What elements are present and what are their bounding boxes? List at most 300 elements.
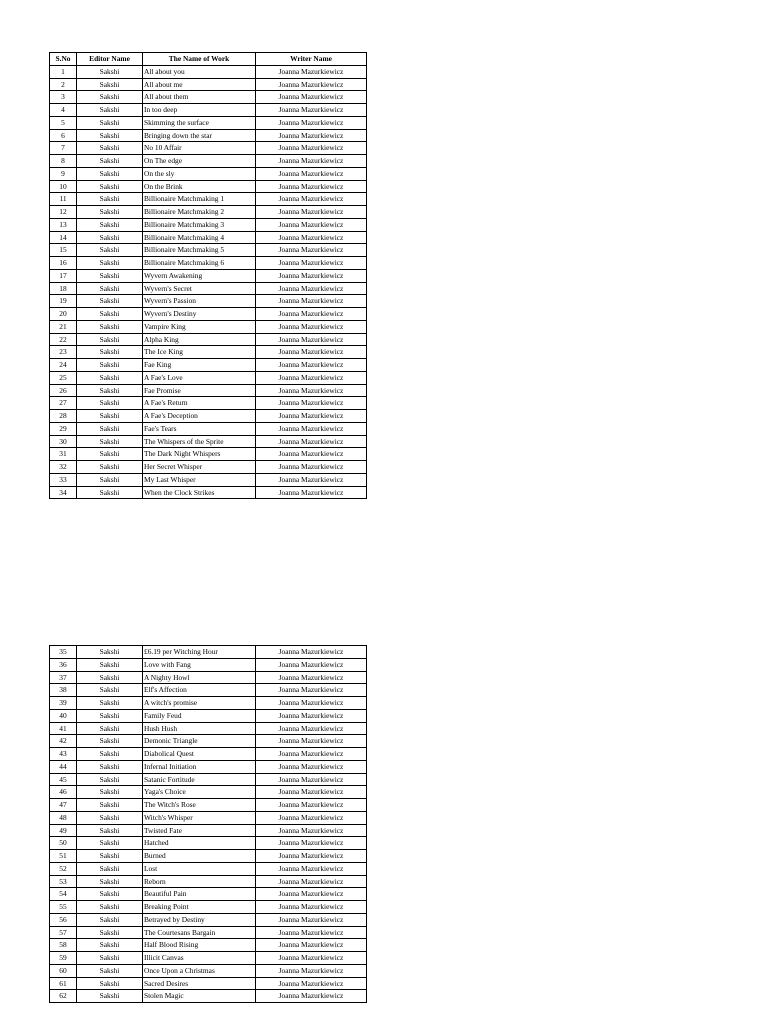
cell-writer-name: Joanna Mazurkiewicz: [256, 697, 367, 710]
table-row: [50, 773, 367, 786]
cell-sno: 54: [50, 888, 77, 901]
cell-name-of-work: Wyvern's Passion: [143, 295, 256, 308]
cell-writer-name: Joanna Mazurkiewicz: [256, 977, 367, 990]
cell-writer-name: Joanna Mazurkiewicz: [256, 244, 367, 257]
cell-writer-name: Joanna Mazurkiewicz: [256, 684, 367, 697]
cell-writer-name: Joanna Mazurkiewicz: [256, 142, 367, 155]
cell-name-of-work: Sacred Desires: [143, 977, 256, 990]
cell-sno: 53: [50, 875, 77, 888]
cell-name-of-work: Billionaire Matchmaking 1: [143, 193, 256, 206]
cell-sno: 51: [50, 850, 77, 863]
cell-writer-name: Joanna Mazurkiewicz: [256, 180, 367, 193]
cell-writer-name: Joanna Mazurkiewicz: [256, 748, 367, 761]
cell-name-of-work: Fae Promise: [143, 384, 256, 397]
cell-editor-name: Sakshi: [77, 346, 143, 359]
table-row: [50, 786, 367, 799]
cell-editor-name: Sakshi: [77, 875, 143, 888]
cell-name-of-work: A Fae's Love: [143, 371, 256, 384]
cell-editor-name: Sakshi: [77, 206, 143, 219]
cell-writer-name: Joanna Mazurkiewicz: [256, 346, 367, 359]
cell-writer-name: Joanna Mazurkiewicz: [256, 964, 367, 977]
cell-writer-name: Joanna Mazurkiewicz: [256, 422, 367, 435]
table-row: [50, 709, 367, 722]
table-row: [50, 684, 367, 697]
cell-sno: 52: [50, 862, 77, 875]
cell-name-of-work: A Fae's Return: [143, 397, 256, 410]
table-row: [50, 697, 367, 710]
cell-sno: 40: [50, 709, 77, 722]
table-row: [50, 91, 367, 104]
cell-name-of-work: All about them: [143, 91, 256, 104]
cell-editor-name: Sakshi: [77, 952, 143, 965]
cell-writer-name: Joanna Mazurkiewicz: [256, 888, 367, 901]
header-sno: S.No: [50, 53, 77, 66]
cell-writer-name: Joanna Mazurkiewicz: [256, 257, 367, 270]
works-table-page-2: [49, 645, 367, 1003]
cell-sno: 39: [50, 697, 77, 710]
cell-writer-name: Joanna Mazurkiewicz: [256, 359, 367, 372]
cell-sno: 12: [50, 206, 77, 219]
cell-name-of-work: Breaking Point: [143, 901, 256, 914]
cell-name-of-work: Lost: [143, 862, 256, 875]
cell-writer-name: Joanna Mazurkiewicz: [256, 824, 367, 837]
cell-sno: 19: [50, 295, 77, 308]
cell-name-of-work: Billionaire Matchmaking 6: [143, 257, 256, 270]
table-row: [50, 333, 367, 346]
cell-editor-name: Sakshi: [77, 91, 143, 104]
cell-writer-name: Joanna Mazurkiewicz: [256, 320, 367, 333]
cell-editor-name: Sakshi: [77, 218, 143, 231]
table-row: [50, 824, 367, 837]
cell-editor-name: Sakshi: [77, 850, 143, 863]
cell-writer-name: Joanna Mazurkiewicz: [256, 658, 367, 671]
cell-name-of-work: The Dark Night Whispers: [143, 448, 256, 461]
cell-sno: 2: [50, 78, 77, 91]
cell-sno: 37: [50, 671, 77, 684]
cell-name-of-work: Billionaire Matchmaking 4: [143, 231, 256, 244]
table-row: [50, 308, 367, 321]
table-row: [50, 735, 367, 748]
cell-name-of-work: Her Secret Whisper: [143, 461, 256, 474]
cell-sno: 41: [50, 722, 77, 735]
cell-name-of-work: Twisted Fate: [143, 824, 256, 837]
cell-name-of-work: Diabolical Quest: [143, 748, 256, 761]
cell-sno: 57: [50, 926, 77, 939]
cell-name-of-work: The Ice King: [143, 346, 256, 359]
cell-editor-name: Sakshi: [77, 231, 143, 244]
cell-name-of-work: £6.19 per Witching Hour: [143, 646, 256, 659]
cell-writer-name: Joanna Mazurkiewicz: [256, 155, 367, 168]
cell-name-of-work: All about me: [143, 78, 256, 91]
cell-name-of-work: Hush Hush: [143, 722, 256, 735]
cell-name-of-work: Beautiful Pain: [143, 888, 256, 901]
cell-editor-name: Sakshi: [77, 786, 143, 799]
cell-sno: 61: [50, 977, 77, 990]
cell-name-of-work: Reborn: [143, 875, 256, 888]
cell-writer-name: Joanna Mazurkiewicz: [256, 850, 367, 863]
cell-writer-name: Joanna Mazurkiewicz: [256, 671, 367, 684]
cell-writer-name: Joanna Mazurkiewicz: [256, 65, 367, 78]
cell-sno: 45: [50, 773, 77, 786]
cell-writer-name: Joanna Mazurkiewicz: [256, 837, 367, 850]
header-editor-name: Editor Name: [77, 53, 143, 66]
cell-sno: 22: [50, 333, 77, 346]
cell-editor-name: Sakshi: [77, 888, 143, 901]
cell-name-of-work: Billionaire Matchmaking 3: [143, 218, 256, 231]
table-header-row: [50, 53, 367, 66]
cell-writer-name: Joanna Mazurkiewicz: [256, 952, 367, 965]
cell-editor-name: Sakshi: [77, 180, 143, 193]
table-row: [50, 282, 367, 295]
cell-sno: 50: [50, 837, 77, 850]
cell-sno: 62: [50, 990, 77, 1003]
cell-editor-name: Sakshi: [77, 295, 143, 308]
table-row: [50, 422, 367, 435]
cell-editor-name: Sakshi: [77, 939, 143, 952]
cell-editor-name: Sakshi: [77, 410, 143, 423]
cell-sno: 34: [50, 486, 77, 499]
cell-writer-name: Joanna Mazurkiewicz: [256, 709, 367, 722]
cell-name-of-work: Bringing down the star: [143, 129, 256, 142]
cell-editor-name: Sakshi: [77, 824, 143, 837]
cell-sno: 31: [50, 448, 77, 461]
cell-name-of-work: All about you: [143, 65, 256, 78]
table-row: [50, 167, 367, 180]
cell-sno: 13: [50, 218, 77, 231]
cell-sno: 18: [50, 282, 77, 295]
cell-sno: 32: [50, 461, 77, 474]
cell-writer-name: Joanna Mazurkiewicz: [256, 939, 367, 952]
cell-writer-name: Joanna Mazurkiewicz: [256, 218, 367, 231]
table-body-page-2: [50, 646, 367, 1003]
cell-editor-name: Sakshi: [77, 371, 143, 384]
cell-editor-name: Sakshi: [77, 78, 143, 91]
cell-writer-name: Joanna Mazurkiewicz: [256, 231, 367, 244]
cell-name-of-work: Billionaire Matchmaking 5: [143, 244, 256, 257]
cell-writer-name: Joanna Mazurkiewicz: [256, 435, 367, 448]
table-row: [50, 952, 367, 965]
table-row: [50, 964, 367, 977]
cell-editor-name: Sakshi: [77, 269, 143, 282]
cell-editor-name: Sakshi: [77, 333, 143, 346]
cell-editor-name: Sakshi: [77, 308, 143, 321]
table-row: [50, 295, 367, 308]
cell-editor-name: Sakshi: [77, 799, 143, 812]
cell-name-of-work: A Nighty Howl: [143, 671, 256, 684]
cell-writer-name: Joanna Mazurkiewicz: [256, 384, 367, 397]
table-row: [50, 760, 367, 773]
table-row: [50, 799, 367, 812]
cell-sno: 5: [50, 116, 77, 129]
table-row: [50, 990, 367, 1003]
cell-writer-name: Joanna Mazurkiewicz: [256, 269, 367, 282]
cell-name-of-work: Wyvern's Destiny: [143, 308, 256, 321]
header-writer-name: Writer Name: [256, 53, 367, 66]
table-row: [50, 346, 367, 359]
cell-name-of-work: The Witch's Rose: [143, 799, 256, 812]
cell-sno: 28: [50, 410, 77, 423]
table-row: [50, 939, 367, 952]
cell-name-of-work: Love with Fang: [143, 658, 256, 671]
cell-editor-name: Sakshi: [77, 684, 143, 697]
cell-writer-name: Joanna Mazurkiewicz: [256, 167, 367, 180]
cell-name-of-work: The Whispers of the Sprite: [143, 435, 256, 448]
cell-editor-name: Sakshi: [77, 384, 143, 397]
table-row: [50, 359, 367, 372]
table-row: [50, 384, 367, 397]
table-row: [50, 901, 367, 914]
cell-name-of-work: Hatched: [143, 837, 256, 850]
cell-editor-name: Sakshi: [77, 129, 143, 142]
cell-writer-name: Joanna Mazurkiewicz: [256, 461, 367, 474]
cell-editor-name: Sakshi: [77, 461, 143, 474]
cell-name-of-work: Billionaire Matchmaking 2: [143, 206, 256, 219]
cell-editor-name: Sakshi: [77, 862, 143, 875]
cell-sno: 44: [50, 760, 77, 773]
cell-name-of-work: Family Feud: [143, 709, 256, 722]
table-row: [50, 926, 367, 939]
table-row: [50, 65, 367, 78]
cell-writer-name: Joanna Mazurkiewicz: [256, 371, 367, 384]
cell-editor-name: Sakshi: [77, 748, 143, 761]
cell-writer-name: Joanna Mazurkiewicz: [256, 193, 367, 206]
cell-editor-name: Sakshi: [77, 926, 143, 939]
cell-name-of-work: Betrayed by Destiny: [143, 913, 256, 926]
cell-sno: 46: [50, 786, 77, 799]
cell-sno: 23: [50, 346, 77, 359]
cell-writer-name: Joanna Mazurkiewicz: [256, 646, 367, 659]
cell-writer-name: Joanna Mazurkiewicz: [256, 799, 367, 812]
table-row: [50, 78, 367, 91]
cell-editor-name: Sakshi: [77, 167, 143, 180]
cell-editor-name: Sakshi: [77, 320, 143, 333]
table-row: [50, 977, 367, 990]
cell-writer-name: Joanna Mazurkiewicz: [256, 735, 367, 748]
cell-sno: 25: [50, 371, 77, 384]
cell-writer-name: Joanna Mazurkiewicz: [256, 926, 367, 939]
cell-editor-name: Sakshi: [77, 435, 143, 448]
cell-editor-name: Sakshi: [77, 193, 143, 206]
cell-editor-name: Sakshi: [77, 773, 143, 786]
cell-writer-name: Joanna Mazurkiewicz: [256, 990, 367, 1003]
cell-name-of-work: Alpha King: [143, 333, 256, 346]
cell-name-of-work: Fae's Tears: [143, 422, 256, 435]
table-row: [50, 116, 367, 129]
cell-sno: 36: [50, 658, 77, 671]
cell-editor-name: Sakshi: [77, 658, 143, 671]
cell-name-of-work: When the Clock Strikes: [143, 486, 256, 499]
cell-name-of-work: On the sly: [143, 167, 256, 180]
cell-writer-name: Joanna Mazurkiewicz: [256, 875, 367, 888]
table-row: [50, 257, 367, 270]
cell-name-of-work: A Fae's Deception: [143, 410, 256, 423]
cell-editor-name: Sakshi: [77, 359, 143, 372]
cell-sno: 3: [50, 91, 77, 104]
cell-writer-name: Joanna Mazurkiewicz: [256, 129, 367, 142]
cell-name-of-work: Infernal Initiation: [143, 760, 256, 773]
cell-name-of-work: On the Brink: [143, 180, 256, 193]
table-row: [50, 862, 367, 875]
cell-sno: 47: [50, 799, 77, 812]
table-row: [50, 206, 367, 219]
cell-sno: 42: [50, 735, 77, 748]
cell-writer-name: Joanna Mazurkiewicz: [256, 913, 367, 926]
cell-sno: 29: [50, 422, 77, 435]
table-row: [50, 129, 367, 142]
cell-editor-name: Sakshi: [77, 397, 143, 410]
cell-writer-name: Joanna Mazurkiewicz: [256, 397, 367, 410]
cell-writer-name: Joanna Mazurkiewicz: [256, 486, 367, 499]
cell-editor-name: Sakshi: [77, 735, 143, 748]
table-row: [50, 104, 367, 117]
table-row: [50, 837, 367, 850]
cell-sno: 24: [50, 359, 77, 372]
cell-sno: 16: [50, 257, 77, 270]
cell-name-of-work: Vampire King: [143, 320, 256, 333]
cell-writer-name: Joanna Mazurkiewicz: [256, 722, 367, 735]
cell-writer-name: Joanna Mazurkiewicz: [256, 282, 367, 295]
cell-writer-name: Joanna Mazurkiewicz: [256, 91, 367, 104]
table-row: [50, 461, 367, 474]
cell-writer-name: Joanna Mazurkiewicz: [256, 862, 367, 875]
cell-sno: 8: [50, 155, 77, 168]
cell-editor-name: Sakshi: [77, 760, 143, 773]
cell-editor-name: Sakshi: [77, 142, 143, 155]
table-row: [50, 180, 367, 193]
table-row: [50, 658, 367, 671]
cell-writer-name: Joanna Mazurkiewicz: [256, 78, 367, 91]
cell-name-of-work: Yaga's Choice: [143, 786, 256, 799]
cell-name-of-work: Burned: [143, 850, 256, 863]
cell-editor-name: Sakshi: [77, 964, 143, 977]
cell-sno: 17: [50, 269, 77, 282]
cell-sno: 38: [50, 684, 77, 697]
cell-sno: 55: [50, 901, 77, 914]
table-row: [50, 448, 367, 461]
cell-sno: 26: [50, 384, 77, 397]
cell-editor-name: Sakshi: [77, 486, 143, 499]
cell-writer-name: Joanna Mazurkiewicz: [256, 116, 367, 129]
cell-editor-name: Sakshi: [77, 671, 143, 684]
cell-name-of-work: No 10 Affair: [143, 142, 256, 155]
cell-name-of-work: Stolen Magic: [143, 990, 256, 1003]
cell-sno: 30: [50, 435, 77, 448]
table-row: [50, 155, 367, 168]
cell-editor-name: Sakshi: [77, 448, 143, 461]
works-table-page-1: [49, 52, 367, 499]
cell-name-of-work: Fae King: [143, 359, 256, 372]
cell-writer-name: Joanna Mazurkiewicz: [256, 786, 367, 799]
table-row: [50, 646, 367, 659]
header-name-of-work: The Name of Work: [143, 53, 256, 66]
cell-name-of-work: In too deep: [143, 104, 256, 117]
cell-writer-name: Joanna Mazurkiewicz: [256, 448, 367, 461]
cell-sno: 20: [50, 308, 77, 321]
cell-editor-name: Sakshi: [77, 722, 143, 735]
cell-sno: 11: [50, 193, 77, 206]
cell-name-of-work: Satanic Fortitude: [143, 773, 256, 786]
table-row: [50, 320, 367, 333]
cell-name-of-work: Illicit Canvas: [143, 952, 256, 965]
table-row: [50, 913, 367, 926]
cell-writer-name: Joanna Mazurkiewicz: [256, 473, 367, 486]
table-row: [50, 142, 367, 155]
cell-name-of-work: Wyvern Awakening: [143, 269, 256, 282]
table-row: [50, 811, 367, 824]
cell-name-of-work: My Last Whisper: [143, 473, 256, 486]
table-row: [50, 218, 367, 231]
cell-editor-name: Sakshi: [77, 116, 143, 129]
table-row: [50, 671, 367, 684]
cell-writer-name: Joanna Mazurkiewicz: [256, 206, 367, 219]
cell-sno: 21: [50, 320, 77, 333]
cell-sno: 14: [50, 231, 77, 244]
table-row: [50, 269, 367, 282]
cell-editor-name: Sakshi: [77, 646, 143, 659]
cell-editor-name: Sakshi: [77, 901, 143, 914]
table-row: [50, 193, 367, 206]
cell-writer-name: Joanna Mazurkiewicz: [256, 295, 367, 308]
table-row: [50, 850, 367, 863]
cell-editor-name: Sakshi: [77, 697, 143, 710]
table-body-page-1: [50, 65, 367, 499]
cell-name-of-work: Elf's Affection: [143, 684, 256, 697]
cell-editor-name: Sakshi: [77, 282, 143, 295]
cell-editor-name: Sakshi: [77, 244, 143, 257]
cell-editor-name: Sakshi: [77, 257, 143, 270]
cell-editor-name: Sakshi: [77, 990, 143, 1003]
cell-sno: 58: [50, 939, 77, 952]
cell-editor-name: Sakshi: [77, 977, 143, 990]
cell-name-of-work: The Courtesans Bargain: [143, 926, 256, 939]
cell-writer-name: Joanna Mazurkiewicz: [256, 901, 367, 914]
cell-name-of-work: Half Blood Rising: [143, 939, 256, 952]
cell-editor-name: Sakshi: [77, 422, 143, 435]
cell-sno: 59: [50, 952, 77, 965]
cell-sno: 56: [50, 913, 77, 926]
table-row: [50, 486, 367, 499]
cell-editor-name: Sakshi: [77, 811, 143, 824]
table-row: [50, 410, 367, 423]
cell-sno: 6: [50, 129, 77, 142]
cell-writer-name: Joanna Mazurkiewicz: [256, 811, 367, 824]
cell-writer-name: Joanna Mazurkiewicz: [256, 773, 367, 786]
cell-sno: 10: [50, 180, 77, 193]
table-row: [50, 397, 367, 410]
cell-name-of-work: Wyvern's Secret: [143, 282, 256, 295]
cell-sno: 1: [50, 65, 77, 78]
cell-editor-name: Sakshi: [77, 473, 143, 486]
cell-sno: 27: [50, 397, 77, 410]
cell-name-of-work: Witch's Whisper: [143, 811, 256, 824]
table-row: [50, 371, 367, 384]
cell-sno: 9: [50, 167, 77, 180]
cell-editor-name: Sakshi: [77, 913, 143, 926]
cell-editor-name: Sakshi: [77, 709, 143, 722]
cell-sno: 60: [50, 964, 77, 977]
cell-sno: 33: [50, 473, 77, 486]
table-row: [50, 231, 367, 244]
cell-sno: 4: [50, 104, 77, 117]
cell-writer-name: Joanna Mazurkiewicz: [256, 760, 367, 773]
cell-editor-name: Sakshi: [77, 837, 143, 850]
table-row: [50, 722, 367, 735]
cell-editor-name: Sakshi: [77, 155, 143, 168]
cell-writer-name: Joanna Mazurkiewicz: [256, 104, 367, 117]
table-row: [50, 875, 367, 888]
cell-writer-name: Joanna Mazurkiewicz: [256, 308, 367, 321]
cell-name-of-work: Once Upon a Christmas: [143, 964, 256, 977]
